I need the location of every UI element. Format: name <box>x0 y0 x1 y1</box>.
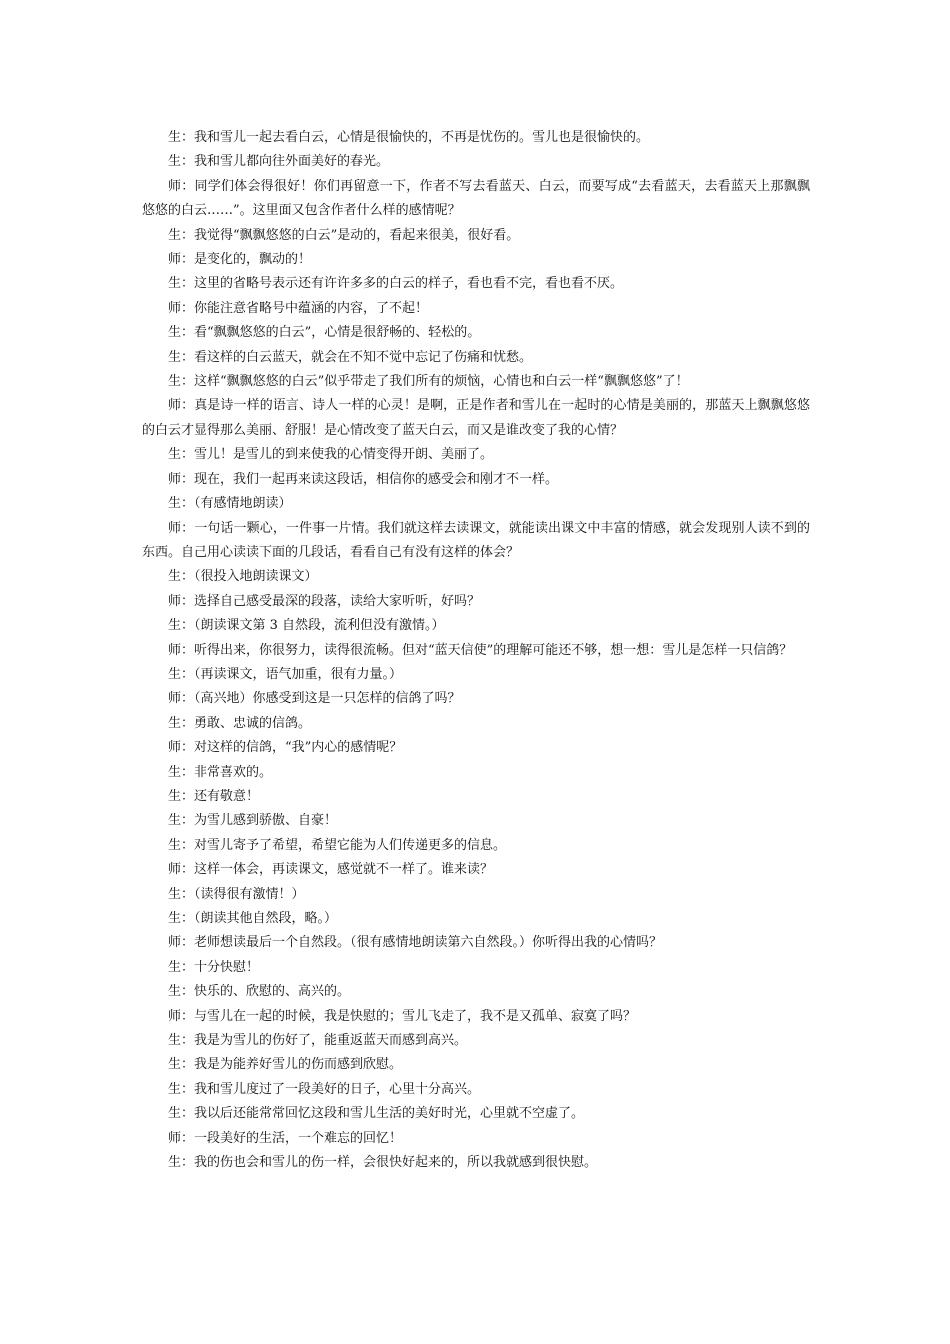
dialogue-paragraph: 生：雪儿！是雪儿的到来使我的心情变得开朗、美丽了。 <box>168 447 494 463</box>
dialogue-paragraph: 师：听得出来，你很努力，读得很流畅。但对“蓝天信使”的理解可能还不够，想一想：雪儿是怎样一只信鸽？ <box>168 642 793 658</box>
dialogue-paragraph: 生：我和雪儿都向往外面美好的春光。 <box>168 154 390 170</box>
dialogue-paragraph: 生：非常喜欢的。 <box>168 764 273 780</box>
dialogue-paragraph: 师：是变化的，飘动的！ <box>168 252 312 268</box>
dialogue-paragraph: 师：一段美好的生活，一个难忘的回忆！ <box>168 1130 403 1146</box>
dialogue-paragraph: 师：现在，我们一起再来读这段话，相信你的感受会和刚才不一样。 <box>168 471 559 487</box>
dialogue-paragraph: 生：我以后还能常常回忆这段和雪儿生活的美好时光，心里就不空虚了。 <box>168 1106 585 1122</box>
dialogue-paragraph: 生：十分快慰！ <box>168 959 260 975</box>
dialogue-paragraph: 生：（再读课文，语气加重，很有力量。） <box>168 666 403 682</box>
dialogue-paragraph: 师：一句话一颗心，一件事一片情。我们就这样去读课文，就能读出课文中丰富的情感，就会发现别人读不到的东西。自己用心读读下面的几段话，看看自己有没有这样的体会？ <box>142 520 810 560</box>
dialogue-paragraph: 生：快乐的、欣慰的、高兴的。 <box>168 984 351 1000</box>
dialogue-paragraph: 师：真是诗一样的语言、诗人一样的心灵！是啊，正是作者和雪儿在一起时的心情是美丽的，那蓝天上飘飘悠悠的白云才显得那么美丽、舒服！是心情改变了蓝天白云，而又是谁改变了我的心情？ <box>142 398 810 438</box>
dialogue-paragraph: 生：勇敢、忠诚的信鸽。 <box>168 715 312 731</box>
dialogue-paragraph: 师：你能注意省略号中蕴涵的内容，了不起！ <box>168 300 429 316</box>
dialogue-paragraph: 生：（有感情地朗读） <box>168 496 292 512</box>
dialogue-paragraph: 生：我是为能养好雪儿的伤而感到欣慰。 <box>168 1057 403 1073</box>
dialogue-paragraph: 生：对雪儿寄予了希望，希望它能为人们传递更多的信息。 <box>168 837 507 853</box>
dialogue-paragraph: 师：对这样的信鸽，“我”内心的感情呢？ <box>168 740 403 756</box>
dialogue-paragraph: 生：看“飘飘悠悠的白云”，心情是很舒畅的、轻松的。 <box>168 325 481 341</box>
dialogue-paragraph: 生：我觉得“飘飘悠悠的白云”是动的，看起来很美，很好看。 <box>168 227 520 243</box>
dialogue-paragraph: 师：同学们体会得很好！你们再留意一下，作者不写去看蓝天、白云，而要写成“去看蓝天，去看蓝天上那飘飘悠悠的白云……”。这里面又包含作者什么样的感情呢？ <box>142 178 810 219</box>
dialogue-paragraph: 生：我的伤也会和雪儿的伤一样，会很快好起来的，所以我就感到很快慰。 <box>168 1155 598 1171</box>
dialogue-paragraph: 师：选择自己感受最深的段落，读给大家听听，好吗？ <box>168 593 481 609</box>
dialogue-paragraph: 生：（很投入地朗读课文） <box>168 569 318 585</box>
dialogue-paragraph: 生：还有敬意！ <box>168 788 260 804</box>
dialogue-paragraph: 生：我和雪儿度过了一段美好的日子，心里十分高兴。 <box>168 1081 481 1097</box>
dialogue-paragraph: 生：（读得很有激情！） <box>168 886 305 902</box>
document-page <box>142 126 810 1175</box>
dialogue-paragraph: 生：我是为雪儿的伤好了，能重返蓝天而感到高兴。 <box>168 1033 468 1049</box>
dialogue-paragraph: 生：为雪儿感到骄傲、自豪！ <box>168 813 338 829</box>
dialogue-paragraph: 生：看这样的白云蓝天，就会在不知不觉中忘记了伤痛和忧愁。 <box>168 349 533 365</box>
dialogue-paragraph: 生：我和雪儿一起去看白云，心情是很愉快的，不再是忧伤的。雪儿也是很愉快的。 <box>168 130 650 145</box>
dialogue-paragraph: 生：（朗读其他自然段，略。） <box>168 911 338 926</box>
dialogue-paragraph: 师：（高兴地）你感受到这是一只怎样的信鸽了吗？ <box>168 691 461 707</box>
dialogue-paragraph: 师：这样一体会，再读课文，感觉就不一样了。谁来读？ <box>168 862 494 878</box>
dialogue-paragraph: 生：这样“飘飘悠悠的白云”似乎带走了我们所有的烦恼，心情也和白云一样“飘飘悠悠”了！ <box>168 374 689 390</box>
dialogue-paragraph: 生：（朗读课文第 3 自然段，流利但没有激情。） <box>168 618 445 634</box>
dialogue-paragraph: 师：与雪儿在一起的时候，我是快慰的；雪儿飞走了，我不是又孤单、寂寞了吗？ <box>168 1008 637 1024</box>
dialogue-paragraph: 生：这里的省略号表示还有许许多多的白云的样子，看也看不完，看也看不厌。 <box>168 276 624 292</box>
dialogue-paragraph: 师：老师想读最后一个自然段。（很有感情地朗读第六自然段。）你听得出我的心情吗？ <box>168 935 663 951</box>
